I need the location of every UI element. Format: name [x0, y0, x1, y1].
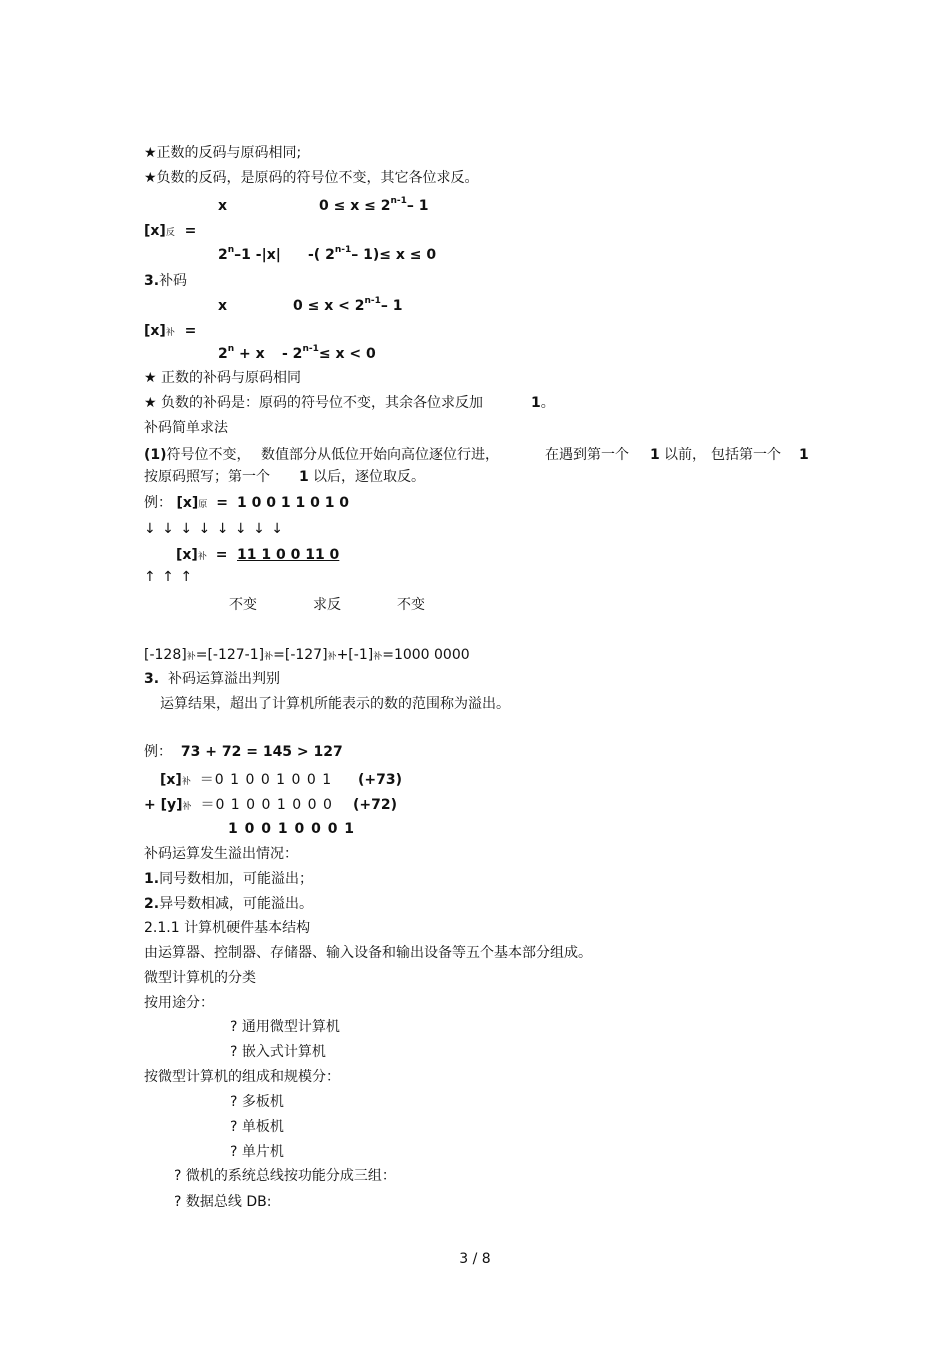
list-item: 2.异号数相减，可能溢出。	[144, 896, 314, 912]
list-item: ? 嵌入式计算机	[230, 1044, 326, 1060]
text-line: 按用途分：	[144, 995, 214, 1011]
text-line: 补码简单求法	[144, 420, 228, 436]
arrows-up: ↑ ↑ ↑	[144, 569, 194, 585]
list-item: ? 多板机	[230, 1094, 284, 1110]
bit-sequence: 1 0 0 1 1 0 1 0	[237, 495, 350, 511]
segment-label: 不变	[397, 597, 425, 613]
list-item: 1.同号数相加，可能溢出；	[144, 871, 314, 887]
addition-value: (+72)	[353, 797, 398, 813]
text-line: 补码运算发生溢出情况：	[144, 846, 298, 862]
formula-term: x	[218, 198, 228, 214]
formula-term: 2$^n$ + x	[218, 344, 265, 362]
section-heading: 3. 补码运算溢出判别	[144, 671, 280, 687]
section-heading: 3.补码	[144, 273, 188, 289]
text-line: ★正数的反码与原码相同;	[144, 145, 302, 161]
list-item: ? 数据总线 DB:	[174, 1194, 272, 1210]
text-line: 按原码照写；第一个	[144, 469, 270, 485]
arrows-down: ↓ ↓ ↓ ↓ ↓ ↓ ↓ ↓	[144, 521, 284, 537]
text-line: 以前，	[664, 447, 706, 463]
list-item: ? 通用微型计算机	[230, 1019, 340, 1035]
section-heading: 2.1.1 计算机硬件基本结构	[144, 920, 311, 936]
text-line: 1	[799, 447, 809, 463]
list-item: ? 微机的系统总线按功能分成三组：	[174, 1168, 396, 1184]
example-line: 例： [x]原 =	[144, 495, 228, 511]
list-item: ? 单板机	[230, 1119, 284, 1135]
bit-sequence: 11 1 0 0 11 0	[237, 547, 340, 563]
formula-condition: - $2^{n-1}\le x < 0$	[282, 344, 376, 362]
text-line: 在遇到第一个	[545, 447, 629, 463]
example-line: 例： 73 + 72 = 145 > 127	[144, 744, 343, 760]
formula-lhs: [x]反 =	[144, 223, 197, 239]
text-line: ★ 负数的补码是：原码的符号位不变，其余各位求反加 1。	[144, 395, 555, 411]
text-line: 运算结果，超出了计算机所能表示的数的范围称为溢出。	[160, 696, 510, 712]
text-line: ★ 正数的补码与原码相同	[144, 370, 302, 386]
list-item: ? 单片机	[230, 1144, 284, 1160]
addition-value: (+73)	[358, 772, 403, 788]
formula-condition: $0 \le x < 2^{n-1}-$ 1	[293, 296, 403, 314]
text-line: 微型计算机的分类	[144, 970, 256, 986]
text-line: 包括第一个	[711, 447, 781, 463]
addition-line: + [y]补 ＝0 1 0 0 1 0 0 0	[144, 797, 333, 813]
segment-label: 求反	[313, 597, 341, 613]
text-line: 1	[650, 447, 660, 463]
example-line: [x]补 =	[176, 547, 228, 563]
page-number: 3 / 8	[459, 1251, 491, 1267]
formula-condition: $0 \le x \le 2^{n-1}-$ 1	[319, 196, 429, 214]
formula-condition: -( 2$^{n-1}$– 1)≤ x ≤ 0	[308, 245, 437, 263]
text-line: 以后，逐位取反。	[313, 469, 425, 485]
text-line: [-128]补=[-127-1]补=[-127]补+[-1]补=1000 0000	[144, 647, 470, 663]
text-line: 由运算器、控制器、存储器、输入设备和输出设备等五个基本部分组成。	[144, 945, 592, 961]
formula-term: 2$^n$–1 -|x|	[218, 245, 281, 263]
text-line: 数值部分从低位开始向高位逐位行进，	[261, 447, 499, 463]
addition-line: [x]补 ＝0 1 0 0 1 0 0 1	[160, 772, 333, 788]
formula-term: x	[218, 298, 228, 314]
formula-lhs: [x]补 =	[144, 323, 197, 339]
text-line: 1	[299, 469, 309, 485]
text-line: (1)符号位不变，	[144, 447, 251, 463]
text-line: ★负数的反码，是原码的符号位不变，其它各位求反。	[144, 170, 479, 186]
segment-label: 不变	[229, 597, 257, 613]
addition-sum: 1 0 0 1 0 0 0 1	[228, 821, 356, 837]
text-line: 按微型计算机的组成和规模分：	[144, 1069, 340, 1085]
